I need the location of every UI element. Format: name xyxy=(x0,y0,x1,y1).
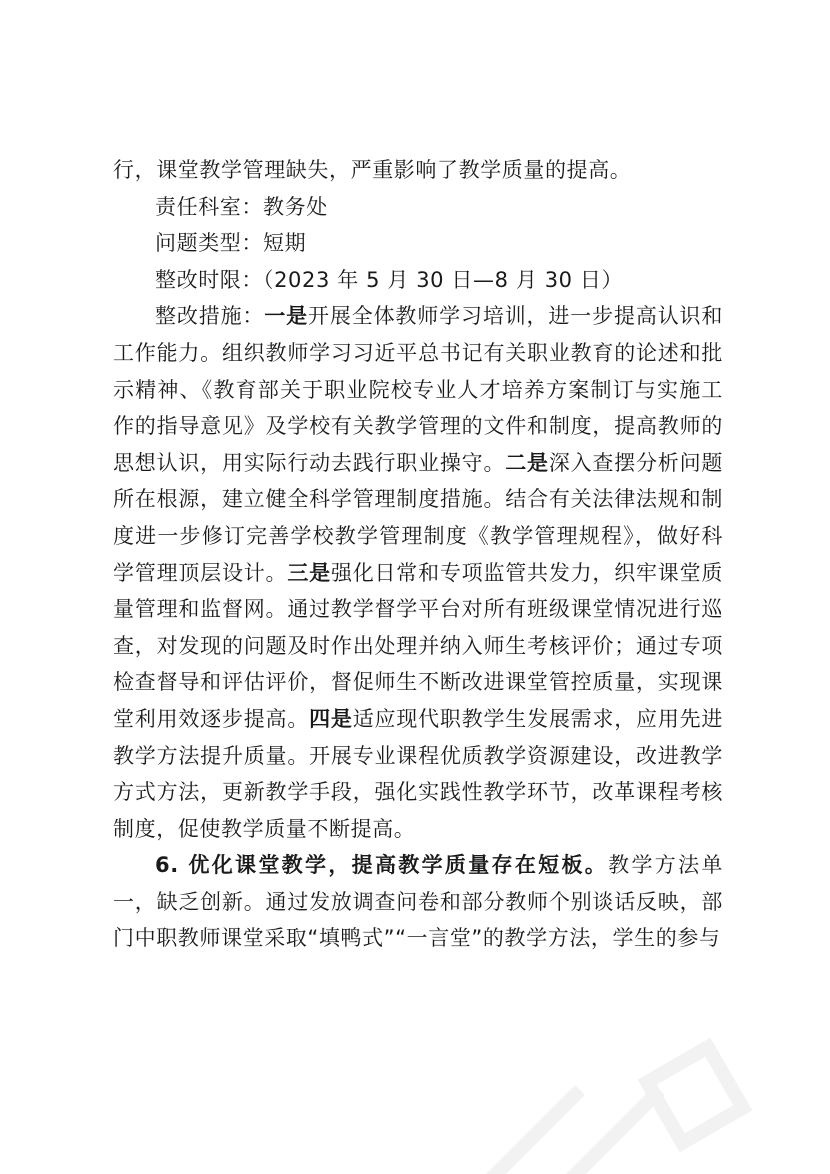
responsible-dept: 责任科室：教务处 xyxy=(155,194,328,219)
document-body xyxy=(113,152,723,957)
problem-type: 问题类型：短期 xyxy=(155,231,307,256)
item-6-heading: 6. 优化课堂教学，提高教学质量存在短板。 xyxy=(155,853,609,878)
measures-paragraph xyxy=(113,298,723,847)
measures-lead: 整改措施： xyxy=(155,304,265,329)
measure-4-head: 四是 xyxy=(309,706,353,731)
item-6-body: 教学方法单一，缺乏创新。通过发放调查问卷和部分教师个别谈话反映，部门中职教师课堂采取“填鸭式”“一言堂”的教学方法，学生的参与 xyxy=(113,853,724,951)
item-6-paragraph xyxy=(113,847,723,957)
measure-2-head: 二是 xyxy=(505,450,549,475)
watermark-graphic xyxy=(430,1000,810,1174)
measure-1-body: 开展全体教师学习培训，进一步提高认识和工作能力。组织教师学习习近平总书记有关职业教育的论述和批示精神、《教育部关于职业院校专业人才培养方案制订与实施工作的指导意见》及学校有关教学管理的文件和制度，提高教师的思想认识，用实际行动去践行职业操守。 xyxy=(113,304,723,475)
measure-3-head: 三是 xyxy=(287,560,331,585)
paragraph-continuation: 行，课堂教学管理缺失，严重影响了教学质量的提高。 xyxy=(113,158,632,182)
measure-4-body: 适应现代职教学生发展需求，应用先进教学方法提升质量。开展专业课程优质教学资源建设，改进教学方式方法，更新教学手段，强化实践性教学环节，改革课程考核制度，促使教学质量不断提高。 xyxy=(113,706,724,841)
measure-1-head: 一是 xyxy=(264,304,308,329)
deadline: 整改时限：（2023 年 5 月 30 日—8 月 30 日） xyxy=(155,267,624,292)
measure-2-body: 深入查摆分析问题所在根源，建立健全科学管理制度措施。结合有关法律法规和制度进一步修订完善学校教学管理制度《教学管理规程》，做好科学管理顶层设计。 xyxy=(113,450,723,585)
measure-3-body: 强化日常和专项监管共发力，织牢课堂质量管理和监督网。通过教学督学平台对所有班级课堂情况进行巡查，对发现的问题及时作出处理并纳入师生考核评价；通过专项检查督导和评估评价，督促师生不断改进课堂管控质量，实现课堂利用效逐步提高。 xyxy=(113,560,723,731)
